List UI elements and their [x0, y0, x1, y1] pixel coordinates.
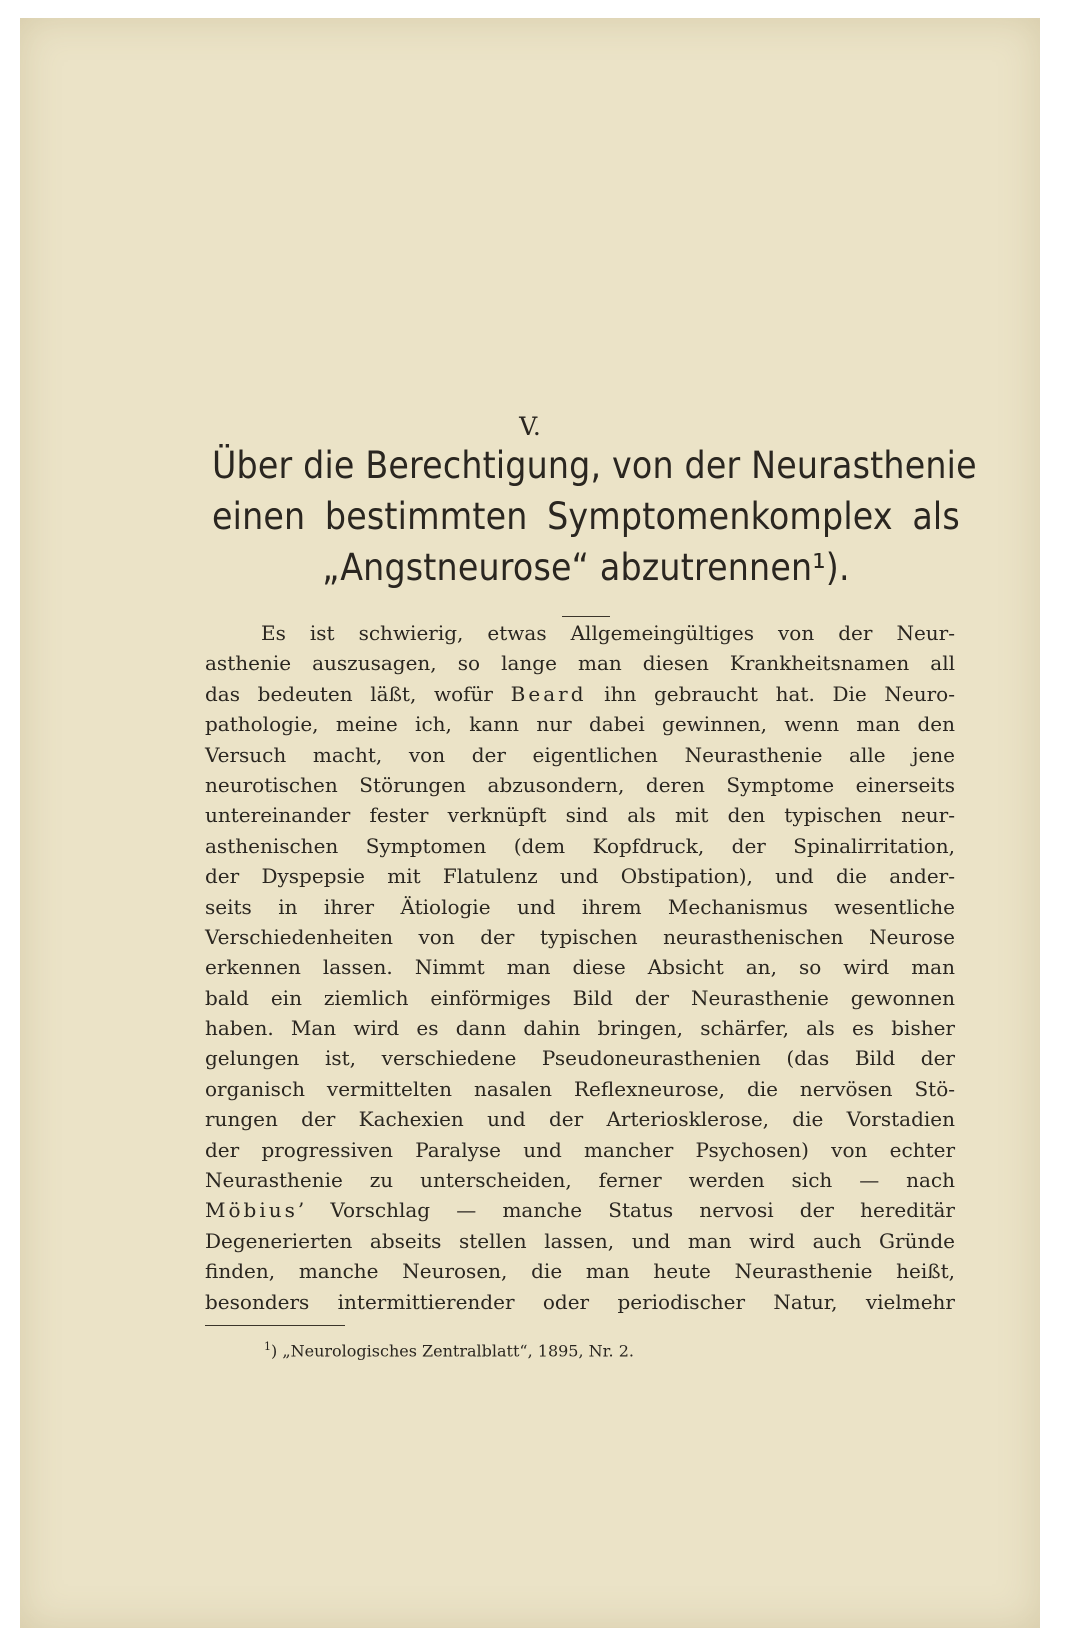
body-line: gelungen ist, verschiedene Pseudoneurasthenien (das Bild der [205, 1046, 955, 1071]
page-scan [20, 18, 1040, 1628]
body-line: der progressiven Paralyse und mancher Psychosen) von echter [205, 1137, 955, 1162]
footnote-marker: 1 [264, 1340, 271, 1353]
body-line: Degenerierten abseits stellen lassen, und man wird auch Gründe [205, 1228, 955, 1253]
body-line: Versuch macht, von der eigentlichen Neurasthenie alle jene [205, 742, 955, 767]
chapter-number: V. [519, 412, 541, 441]
chapter-title [212, 440, 977, 593]
footnote-divider [205, 1325, 345, 1326]
body-line: pathologie, meine ich, kann nur dabei gewinnen, wenn man den [205, 712, 955, 737]
footnote-text: ) „Neurologisches Zentralblatt“, 1895, Nr. 2. [271, 1341, 634, 1361]
title-line: Über die Berechtigung, von der Neurasthenie [212, 444, 977, 487]
body-line: Neurasthenie zu unterscheiden, ferner werden sich — nach [205, 1168, 955, 1193]
body-line: seits in ihrer Ätiologie und ihrem Mechanismus wesentliche [205, 894, 955, 919]
body-line [205, 1195, 955, 1225]
body-text [205, 618, 955, 1317]
body-line: haben. Man wird es dann dahin bringen, schärfer, als es bisher [205, 1016, 955, 1041]
body-line: finden, manche Neurosen, die man heute Neurasthenie heißt, [205, 1259, 955, 1284]
body-line: erkennen lassen. Nimmt man diese Absicht an, so wird man [205, 955, 955, 980]
body-line-part: ’ Vorschlag — manche Status nervosi der hereditär [297, 1198, 955, 1223]
author-name-beard: Beard [510, 681, 587, 706]
body-line: untereinander fester verknüpft sind als mit den typischen neur- [205, 803, 955, 828]
body-line: der Dyspepsie mit Flatulenz und Obstipation), und die ander- [205, 864, 955, 889]
body-line-part: das bedeuten läßt, wofür [205, 681, 493, 706]
body-line: Es ist schwierig, etwas Allgemeingültiges von der Neur- [261, 621, 955, 645]
title-divider [562, 616, 610, 617]
body-line: besonders intermittierender oder periodischer Natur, vielmehr [205, 1289, 955, 1314]
author-name-moebius: Möbius [205, 1198, 298, 1223]
body-line: organisch vermittelten nasalen Reflexneurose, die nervösen Stö- [205, 1076, 955, 1101]
title-line: einen bestimmten Symptomenkomplex als [212, 495, 960, 538]
body-line: neurotischen Störungen abzusondern, deren Symptome einerseits [205, 772, 955, 797]
body-line: Verschiedenheiten von der typischen neurasthenischen Neurose [205, 924, 955, 949]
body-line: rungen der Kachexien und der Arteriosklerose, die Vorstadien [205, 1107, 955, 1132]
body-line-part: ihn gebraucht hat. Die Neuro- [604, 681, 955, 706]
title-line: „Angstneurose“ abzutrennen¹). [322, 546, 850, 589]
body-line: bald ein ziemlich einförmiges Bild der Neurasthenie gewonnen [205, 985, 955, 1010]
body-line: asthenischen Symptomen (dem Kopfdruck, der Spinalirritation, [205, 833, 955, 858]
body-line: asthenie auszusagen, so lange man diesen Krankheitsnamen all [205, 651, 955, 676]
footnote [264, 1336, 634, 1362]
body-line [205, 679, 955, 709]
